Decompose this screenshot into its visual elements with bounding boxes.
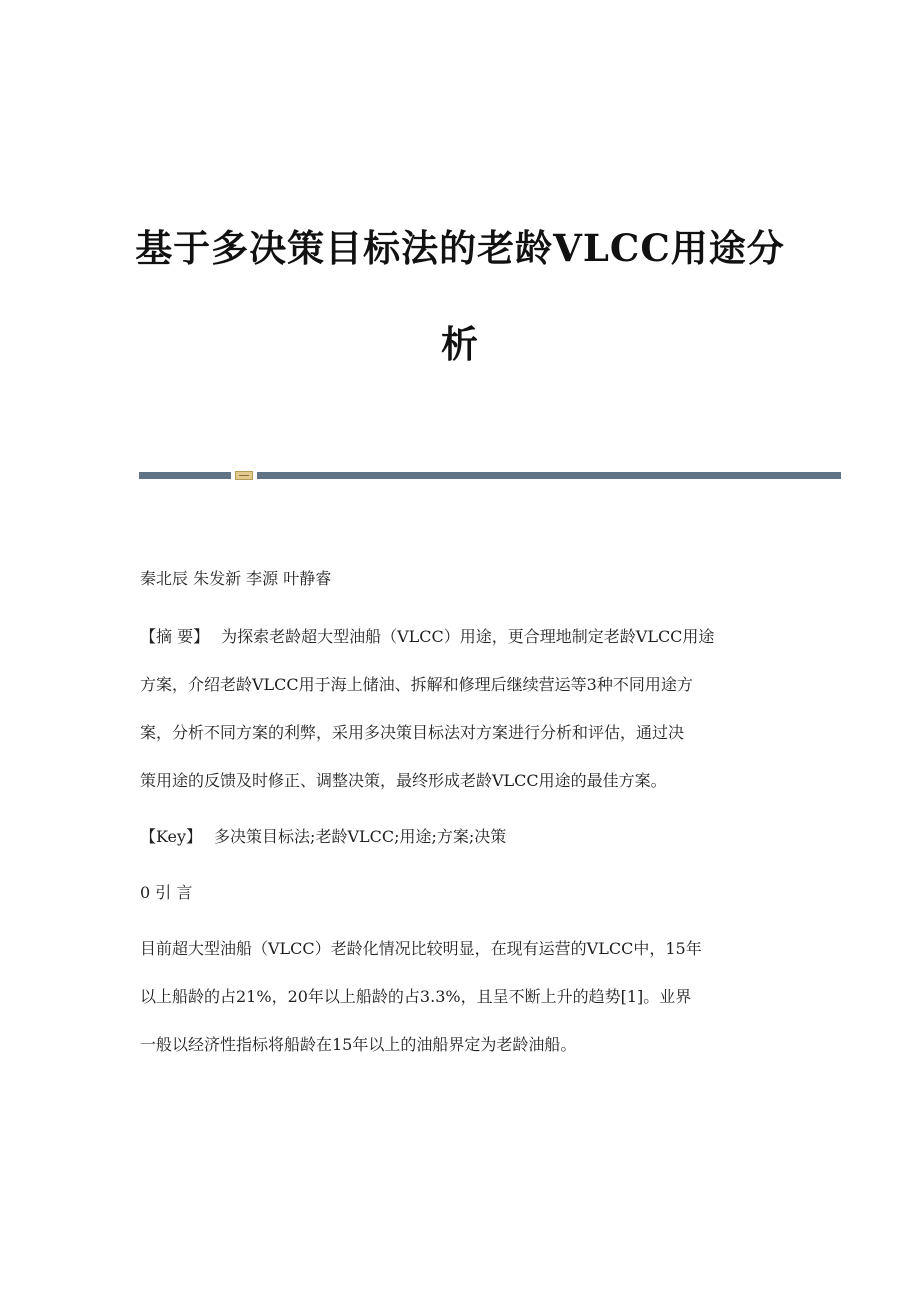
abstract-label: 【摘 要】 [140, 627, 210, 646]
keywords-label: 【Key】 [140, 827, 203, 846]
divider-bar-right [257, 472, 841, 479]
keywords [140, 825, 785, 849]
abstract-line-1 [140, 625, 785, 649]
author-list: 秦北辰 朱发新 李源 叶静睿 [140, 569, 332, 588]
divider-ornament-icon [235, 471, 253, 480]
page-title-line-2: 析 [441, 322, 479, 366]
body-line-2: 以上船龄的占21%，20年以上船龄的占3.3%，且呈不断上升的趋势[1]。业界 [140, 987, 692, 1006]
page-title-line-1: 基于多决策目标法的老龄VLCC用途分 [135, 226, 785, 270]
abstract-line-2: 方案，介绍老龄VLCC用于海上储油、拆解和修理后继续营运等3种不同用途方 [140, 675, 693, 694]
body-line-3: 一般以经济性指标将船龄在15年以上的油船界定为老龄油船。 [140, 1035, 577, 1054]
title-divider [139, 471, 841, 480]
keywords-text: 多决策目标法;老龄VLCC;用途;方案;决策 [214, 827, 507, 846]
abstract-line-3: 案，分析不同方案的利弊，采用多决策目标法对方案进行分析和评估，通过决 [140, 723, 685, 742]
abstract-line-4: 策用途的反馈及时修正、调整决策，最终形成老龄VLCC用途的最佳方案。 [140, 771, 667, 790]
abstract-text: 为探索老龄超大型油船（VLCC）用途，更合理地制定老龄VLCC用途 [221, 627, 715, 646]
section-heading: 0 引 言 [140, 883, 193, 902]
body-line-1: 目前超大型油船（VLCC）老龄化情况比较明显，在现有运营的VLCC中，15年 [140, 939, 702, 958]
divider-bar-left [139, 472, 231, 479]
